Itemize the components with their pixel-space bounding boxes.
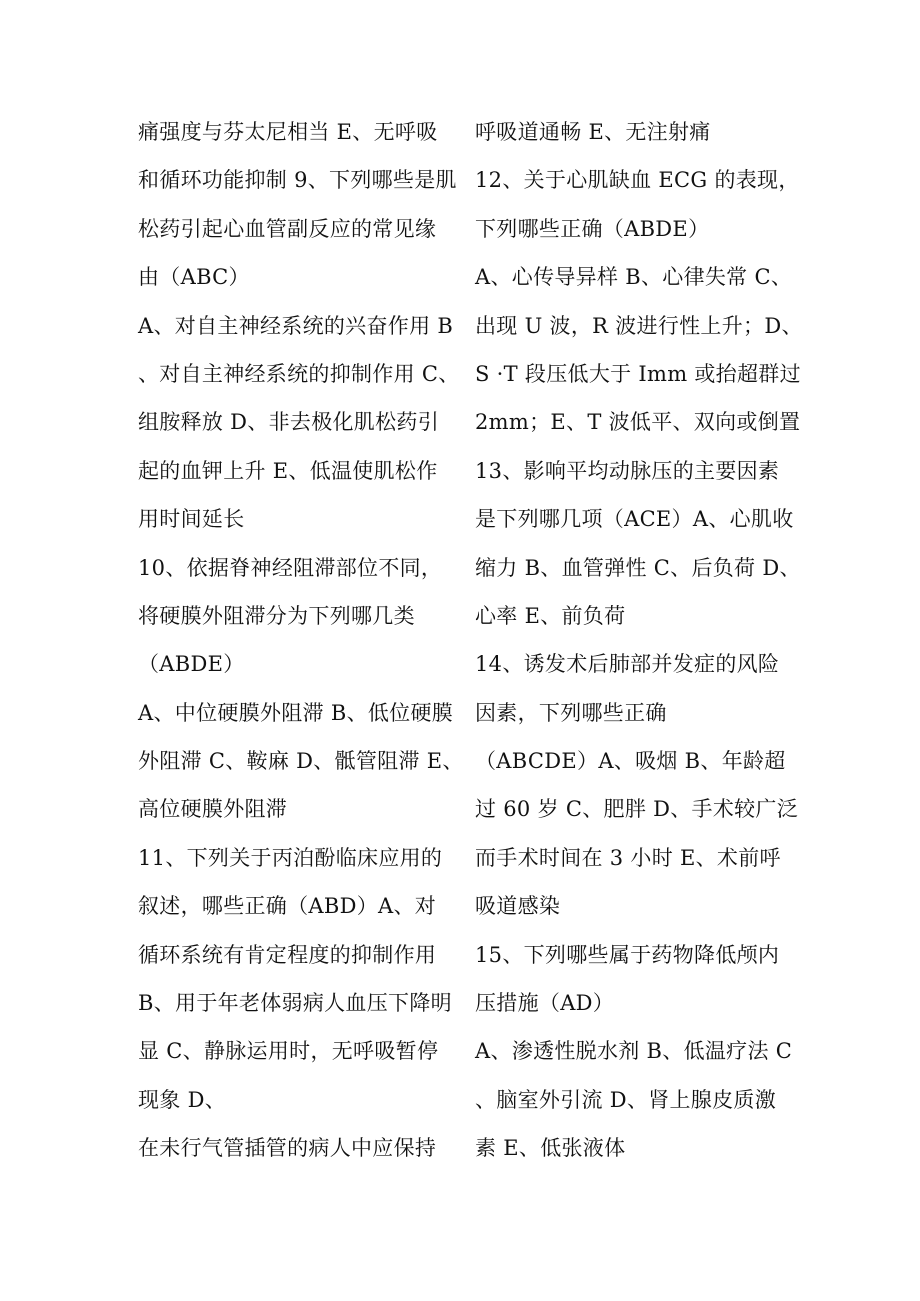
- text-line: 、对自主神经系统的抑制作用 C、: [138, 361, 460, 386]
- text-line: 显 C、静脉运用时，无呼吸暂停: [138, 1039, 439, 1064]
- text-line: 缩力 B、血管弹性 C、后负荷 D、: [475, 555, 801, 580]
- text-line: 现象 D、: [138, 1087, 227, 1112]
- text-line: 叙述，哪些正确（ABD）A、对: [138, 894, 437, 919]
- text-line: 痛强度与芬太尼相当 E、无呼吸: [138, 120, 438, 144]
- text-line: 2mm；E、T 波低平、双向或倒置: [475, 410, 801, 435]
- text-line: 将硬膜外阻滞分为下列哪几类: [138, 603, 415, 628]
- text-line: 松药引起心血管副反应的常见缘: [138, 216, 437, 241]
- text-line: 呼吸道通畅 E、无注射痛: [475, 120, 711, 144]
- text-line: 13、影响平均动脉压的主要因素: [475, 458, 780, 483]
- text-line: 吸道感染: [475, 894, 561, 919]
- text-line: （ABCDE）A、吸烟 B、年龄超: [475, 749, 786, 774]
- left-text-column: [138, 108, 464, 1173]
- text-line: S ·T 段压低大于 Imm 或抬超群过: [475, 361, 801, 386]
- text-line: 过 60 岁 C、肥胖 D、手术较广泛: [475, 797, 799, 822]
- text-line: A、心传导异样 B、心律失常 C、: [475, 265, 793, 290]
- text-line: 14、诱发术后肺部并发症的风险: [475, 652, 780, 677]
- text-line: 压措施（AD）: [475, 991, 615, 1016]
- text-line: 是下列哪几项（ACE）A、心肌收: [475, 507, 794, 532]
- text-line: 组胺释放 D、非去极化肌松药引: [138, 410, 440, 435]
- text-line: 11、下列关于丙泊酚临床应用的: [138, 845, 443, 870]
- text-line: A、中位硬膜外阻滞 B、低位硬膜: [138, 700, 454, 725]
- text-line: 下列哪些正确（ABDE）: [475, 216, 710, 241]
- text-line: 10、依据脊神经阻滞部位不同，: [138, 555, 443, 580]
- text-line: A、渗透性脱水剂 B、低温疗法 C: [475, 1039, 793, 1064]
- text-line: 和循环功能抑制 9、下列哪些是肌: [138, 168, 457, 193]
- text-line: A、对自主神经系统的兴奋作用 B: [138, 313, 454, 338]
- text-line: 心率 E、前负荷: [475, 603, 626, 628]
- text-line: B、用于年老体弱病人血压下降明: [138, 991, 452, 1016]
- text-line: 15、下列哪些属于药物降低颅内: [475, 942, 780, 967]
- text-line: 素 E、低张液体: [475, 1136, 626, 1161]
- text-line: 出现 U 波，R 波进行性上升；D、: [475, 313, 803, 338]
- text-line: 、脑室外引流 D、肾上腺皮质激: [475, 1087, 777, 1112]
- text-line: 由（ABC）: [138, 265, 250, 290]
- text-line: 因素，下列哪些正确: [475, 700, 667, 725]
- text-line: 在未行气管插管的病人中应保持: [138, 1136, 437, 1161]
- right-text-column: [475, 108, 803, 1173]
- text-line: 而手术时间在 3 小时 E、术前呼: [475, 845, 781, 870]
- text-line: 高位硬膜外阻滞: [138, 797, 288, 822]
- text-line: 起的血钾上升 E、低温使肌松作: [138, 458, 438, 483]
- text-line: 外阻滞 C、鞍麻 D、骶管阻滞 E、: [138, 749, 464, 774]
- text-line: 12、关于心肌缺血 ECG 的表现，: [475, 168, 800, 193]
- text-line: （ABDE）: [138, 652, 245, 677]
- text-line: 循环系统有肯定程度的抑制作用: [138, 942, 437, 967]
- text-line: 用时间延长: [138, 507, 245, 532]
